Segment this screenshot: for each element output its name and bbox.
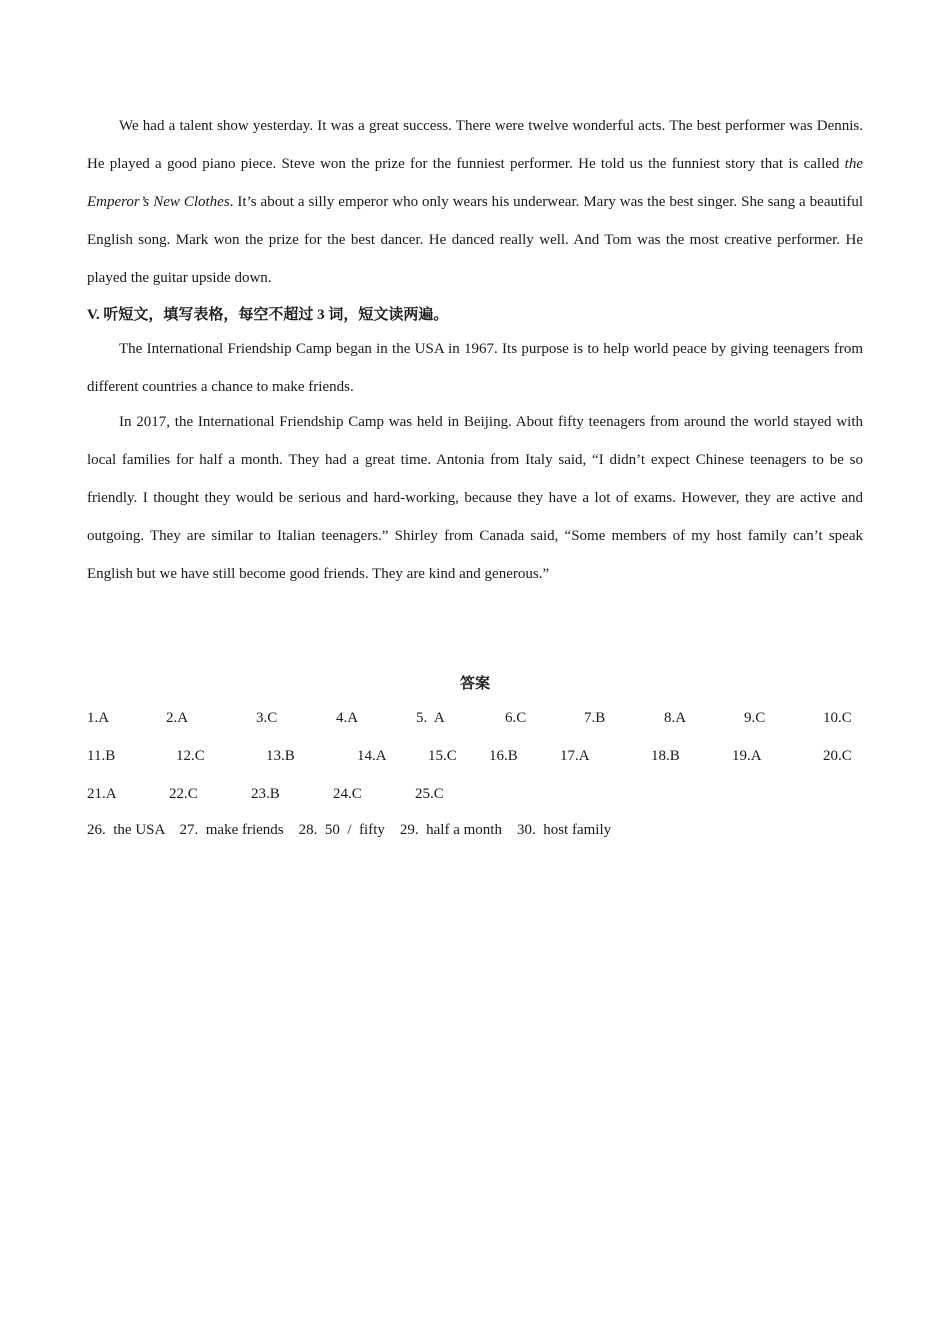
passage-text-end: . It’s about a silly emperor who only wears his underwear. Mary was the best singer. She sang a beautiful English song. Mark won the prize for the best dancer. He danced really well. And Tom was the most creative performer. He played the guitar upside down. (87, 194, 863, 286)
answer-item: 3.C (256, 710, 278, 726)
answer-item: 1.A (87, 710, 110, 726)
fill-in-answers: 26. the USA 27. make friends 28. 50 / fifty 29. half a month 30. host family (87, 822, 612, 838)
answer-item: 17.A (560, 748, 590, 764)
answer-item: 5. A (416, 710, 445, 726)
answer-item: 18.B (651, 748, 680, 764)
answer-item: 10.C (823, 710, 852, 726)
answer-item: 16.B (489, 748, 518, 764)
answer-item: 11.B (87, 748, 116, 764)
answer-item: 13.B (266, 748, 295, 764)
passage-text-start: We had a talent show yesterday. It was a great success. There were twelve wonderful acts. The best performer was Dennis. He played a good piano piece. Steve won the prize for the funniest performer. He told us the funniest story that is called (87, 118, 863, 172)
answer-item: 25.C (415, 786, 444, 802)
answer-item: 15.C (428, 748, 457, 764)
answer-item: 9.C (744, 710, 766, 726)
answer-item: 8.A (664, 710, 687, 726)
camp-paragraph-1: The International Friendship Camp began in the USA in 1967. Its purpose is to help world peace by giving teenagers from different countries a chance to make friends. (87, 341, 863, 395)
answers-title: 答案 (459, 676, 490, 692)
answer-item: 12.C (176, 748, 205, 764)
answer-item: 14.A (357, 748, 387, 764)
answer-item: 21.A (87, 786, 117, 802)
story-title: the Emperor’s New Clothes (87, 156, 863, 210)
answer-item: 2.A (166, 710, 189, 726)
answer-item: 6.C (505, 710, 527, 726)
answer-item: 19.A (732, 748, 762, 764)
section-v-heading: V. 听短文，填写表格，每空不超过 3 词，短文读两遍。 (87, 307, 449, 323)
camp-paragraph-2: In 2017, the International Friendship Camp was held in Beijing. About fifty teenagers from around the world stayed with local families for half a month. They had a great time. Antonia from Italy said, “I didn’t expect Chinese teenagers to be so friendly. I thought they would be serious and hard-working, because they have a lot of exams. However, they are active and outgoing. They are similar to Italian teenagers.” Shirley from Canada said, “Some members of my host family can’t speak English but we have still become good friends. They are kind and generous.” (87, 414, 863, 582)
answer-item: 23.B (251, 786, 280, 802)
answer-item: 7.B (584, 710, 606, 726)
talent-show-passage (87, 107, 863, 297)
answer-item: 24.C (333, 786, 362, 802)
answer-item: 20.C (823, 748, 852, 764)
answer-item: 22.C (169, 786, 198, 802)
answer-item: 4.A (336, 710, 359, 726)
